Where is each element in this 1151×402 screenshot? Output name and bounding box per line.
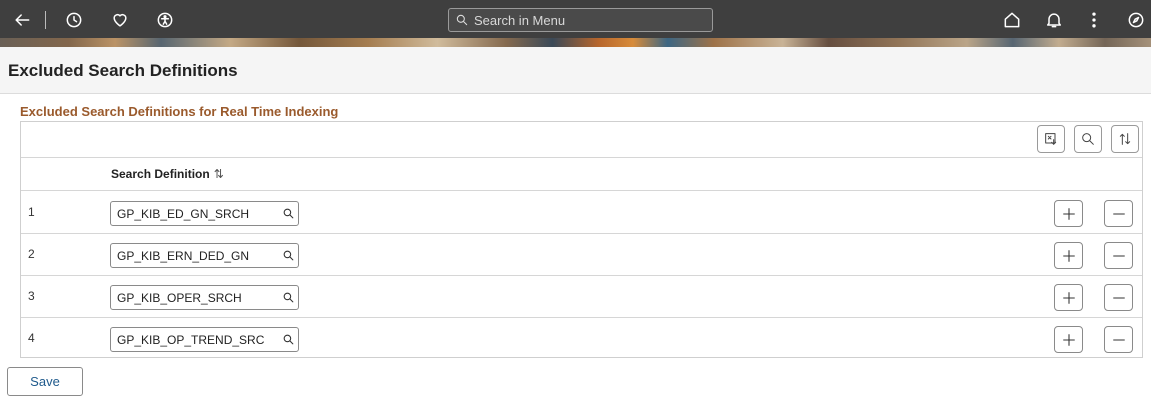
search-definition-field[interactable] <box>110 243 299 268</box>
more-vertical-icon[interactable] <box>1082 8 1106 32</box>
page-title: Excluded Search Definitions <box>8 61 238 80</box>
sort-button[interactable] <box>1111 125 1139 153</box>
section-title: Excluded Search Definitions for Real Time Indexing <box>20 104 339 119</box>
column-header-search-definition[interactable] <box>111 167 224 181</box>
search-definition-value: GP_KIB_ERN_DED_GN <box>117 248 250 263</box>
search-icon <box>455 13 469 27</box>
download-excel-icon <box>1043 131 1059 147</box>
delete-row-button[interactable] <box>1104 326 1133 353</box>
minus-icon <box>1111 332 1127 348</box>
plus-icon <box>1061 290 1077 306</box>
row-number: 2 <box>28 247 35 261</box>
add-row-button[interactable] <box>1054 200 1083 227</box>
toolbar-divider <box>45 11 46 29</box>
menu-search-input[interactable] <box>448 8 713 32</box>
add-row-button[interactable] <box>1054 242 1083 269</box>
sort-icon <box>1117 131 1133 147</box>
back-arrow-icon[interactable] <box>10 8 34 32</box>
home-icon[interactable] <box>1000 8 1024 32</box>
sort-arrows-icon: ⇅ <box>213 167 224 181</box>
search-definition-value: GP_KIB_OPER_SRCH <box>117 290 242 305</box>
find-button[interactable] <box>1074 125 1102 153</box>
row-number: 1 <box>28 205 35 219</box>
grid-header-row <box>21 158 1142 191</box>
history-icon[interactable] <box>62 8 86 32</box>
minus-icon <box>1111 290 1127 306</box>
grid-toolbar <box>21 122 1142 158</box>
column-header-label: Search Definition <box>111 167 210 181</box>
row-number: 3 <box>28 289 35 303</box>
lookup-search-icon[interactable] <box>278 288 298 308</box>
notification-bell-icon[interactable] <box>1042 8 1066 32</box>
plus-icon <box>1061 248 1077 264</box>
search-definition-value: GP_KIB_OP_TREND_SRC <box>117 332 265 347</box>
plus-icon <box>1061 332 1077 348</box>
lookup-search-icon[interactable] <box>278 246 298 266</box>
delete-row-button[interactable] <box>1104 242 1133 269</box>
menu-search-placeholder: Search in Menu <box>474 12 566 28</box>
lookup-search-icon[interactable] <box>278 330 298 350</box>
table-row <box>21 318 1142 360</box>
search-definition-field[interactable] <box>110 285 299 310</box>
save-button[interactable]: Save <box>7 367 83 396</box>
page-header <box>0 47 1151 94</box>
heart-icon[interactable] <box>108 8 132 32</box>
plus-icon <box>1061 206 1077 222</box>
top-banner <box>0 0 1151 47</box>
download-excel-button[interactable] <box>1037 125 1065 153</box>
delete-row-button[interactable] <box>1104 284 1133 311</box>
delete-row-button[interactable] <box>1104 200 1133 227</box>
minus-icon <box>1111 248 1127 264</box>
search-definition-field[interactable] <box>110 327 299 352</box>
add-row-button[interactable] <box>1054 284 1083 311</box>
excluded-definitions-grid <box>20 121 1143 358</box>
table-row <box>21 234 1142 276</box>
table-row <box>21 276 1142 318</box>
row-number: 4 <box>28 331 35 345</box>
search-definition-field[interactable] <box>110 201 299 226</box>
lookup-search-icon[interactable] <box>278 204 298 224</box>
table-row <box>21 192 1142 234</box>
minus-icon <box>1111 206 1127 222</box>
accessibility-icon[interactable] <box>153 8 177 32</box>
navigator-compass-icon[interactable] <box>1124 8 1148 32</box>
add-row-button[interactable] <box>1054 326 1083 353</box>
search-definition-value: GP_KIB_ED_GN_SRCH <box>117 206 250 221</box>
find-icon <box>1080 131 1096 147</box>
banner-decoration <box>0 38 1151 47</box>
